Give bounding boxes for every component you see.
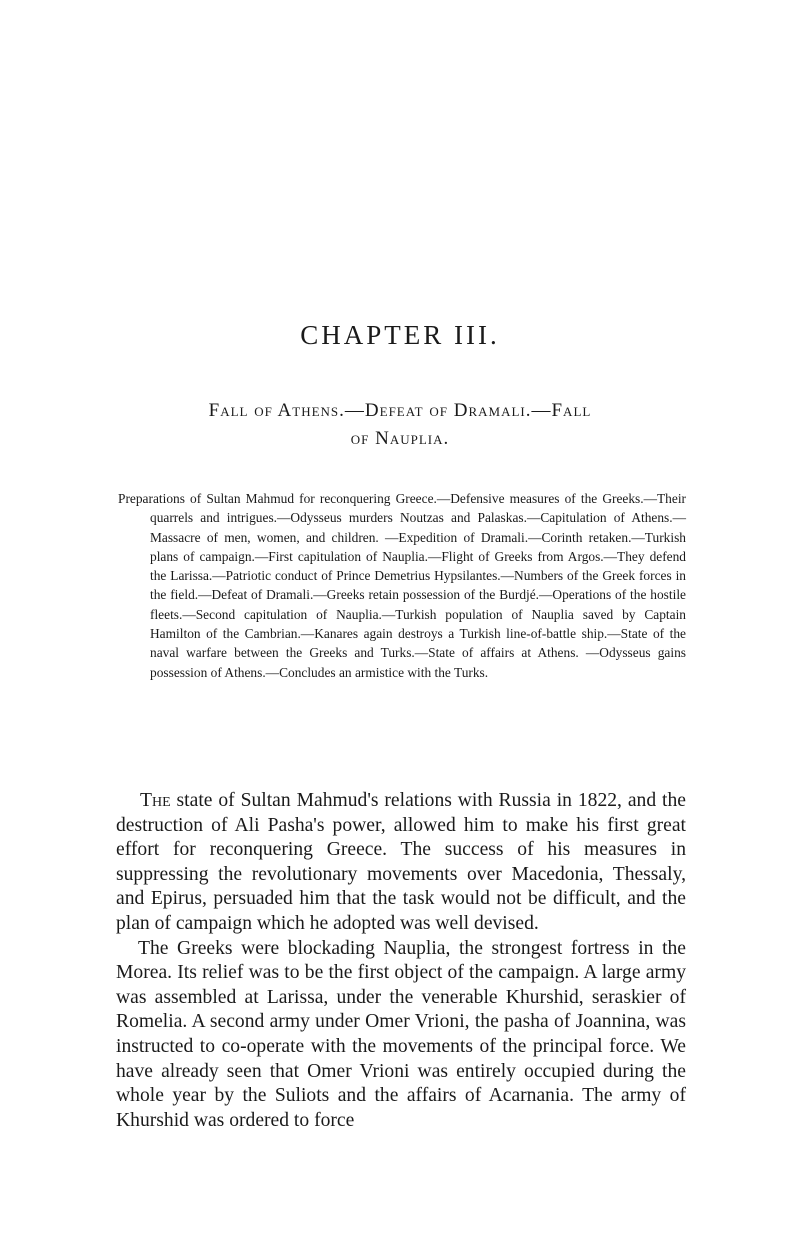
body-paragraph-1 — [116, 789, 686, 937]
chapter-summary-text: Preparations of Sultan Mahmud for reconquering Greece.—Defensive measures of the Greeks.—Their quarrels and intrigues.—Odysseus murders Noutzas and Palaskas.—Capitulation of Athens.—Massacre of men, women, and children. —Expedition of Dramali.—Corinth retaken.—Turkish plans of campaign.—First capitulation of Nauplia.—Flight of Greeks from Argos.—They defend the Larissa.—Patriotic conduct of Prince Demetrius Hypsilantes.—Numbers of the Greek forces in the field.—Defeat of Dramali.—Greeks retain possession of the Burdjé.—Operations of the hostile fleets.—Second capitulation of Nauplia.—Turkish population of Nauplia saved by Captain Hamilton of the Cambrian.—Kanares again destroys a Turkish line-of-battle ship.—State of the naval warfare between the Greeks and Turks.—State of affairs at Athens. —Odysseus gains possession of Athens.—Concludes an armistice with the Turks. — [118, 491, 686, 680]
body-text — [116, 789, 686, 1133]
chapter-subtitle-line-2: of Nauplia. — [350, 428, 450, 449]
chapter-subtitle — [130, 397, 670, 453]
chapter-heading — [0, 318, 800, 352]
chapter-summary — [118, 489, 686, 682]
body-paragraph-2: The Greeks were blockading Nauplia, the strongest fortress in the Morea. Its relief was to be the first object of the campaign. A large army was assembled at Larissa, under the venerable Khurshid, seraskier of Romelia. A second army under Omer Vrioni, the pasha of Joannina, was instructed to co-operate with the movements of the principal force. We have already seen that Omer Vrioni was entirely occupied during the whole year by the Suliots and the affairs of Acarnania. The army of Khurshid was ordered to force — [116, 937, 686, 1131]
paragraph-lead-word: The — [140, 790, 171, 811]
chapter-subtitle-line-1: Fall of Athens.—Defeat of Dramali.—Fall — [208, 400, 592, 421]
chapter-heading-text: CHAPTER III. — [300, 320, 500, 350]
body-paragraph-1-text: state of Sultan Mahmud's relations with Russia in 1822, and the destruction of Ali Pasha's power, allowed him to make his first great effort for reconquering Greece. The success of his measures in suppressing the revolutionary movements over Macedonia, Thessaly, and Epirus, persuaded him that the task would not be difficult, and the plan of campaign which he adopted was well devised. — [116, 790, 686, 934]
